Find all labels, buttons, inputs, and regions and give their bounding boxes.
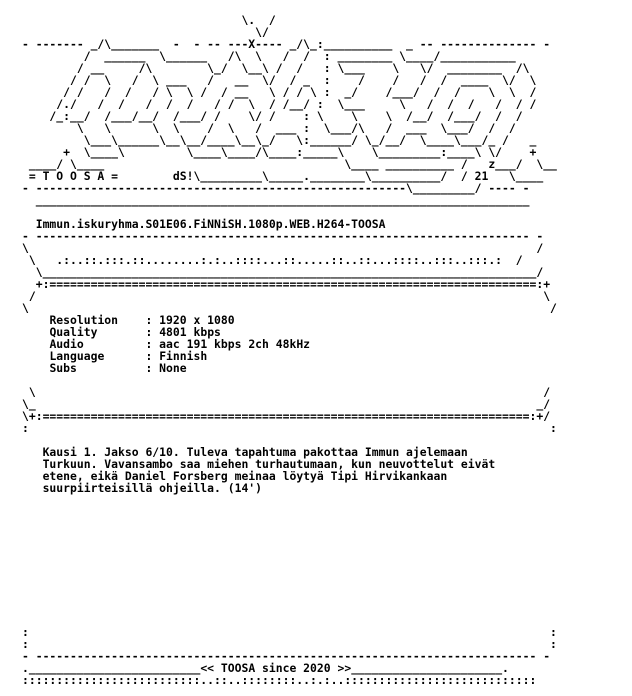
ascii-logo-line: \. / [22, 13, 276, 27]
release-name-text: Immun.iskuryhma.S01E06.FiNNiSH.1080p.WEB.H264-TOOSA [35, 217, 386, 231]
ascii-frame: : : [22, 625, 557, 639]
spec-line: Quality : 4801 kbps [49, 325, 221, 339]
spacer [22, 518, 632, 530]
ascii-logo-line: / ______ \______ /\ \ / / : ________ \____/___________ [22, 49, 516, 63]
ascii-divider: ________________________________________________________________________ [22, 193, 530, 207]
ascii-frame: \________________________________________________________________________/ [22, 265, 544, 279]
ascii-frame: \ / [22, 301, 557, 315]
spacer [22, 590, 632, 602]
ascii-logo-line: /./ / / / / / / / \ / /__/ : \___ \ / / / / / / [22, 97, 537, 111]
spacer [22, 578, 632, 590]
ascii-frame: - ------------------------------------------------------------------------- - [22, 649, 551, 663]
description-line: Turkuun. Vavansambo saa miehen turhautumaan, kun neuvottelut eivät [42, 457, 496, 471]
ascii-logo-line: = T O O S A = dS!\_________\_____.________\__________/ / 21 \____ [22, 169, 544, 183]
ascii-frame: \ / [22, 385, 551, 399]
spec-line: Language : Finnish [49, 349, 208, 363]
footer-text: << TOOSA since 2020 >> [200, 661, 352, 675]
ascii-logo-line: / / \ / \ ___ / __ \/ / _ : / / / / ____ \/ \ [22, 73, 537, 87]
spec-line: Audio : aac 191 kbps 2ch 48kHz [49, 337, 311, 351]
ascii-frame: \+:=======================================================================:+/ [22, 409, 551, 423]
ascii-logo-line: \/ [22, 25, 269, 39]
ascii-frame: \ / [22, 241, 544, 255]
ascii-logo-line: - ------------------------------------------------------\_________/ ---- - [22, 181, 530, 195]
ascii-logo-line: / __ /\ \_/ \__\ / / : \___ \ \/ ________ /\ [22, 61, 530, 75]
ascii-frame: : : [22, 637, 557, 651]
ascii-logo-line: \ \ \ \ / \ / ___ : \___/\ / ___ \___/ / / [22, 121, 516, 135]
spacer [22, 542, 632, 554]
spacer [22, 602, 632, 614]
ascii-logo-line: + \____\ \____\____/\____:_____\ \_________:____\ \/ + [22, 145, 537, 159]
ascii-logo-line: \___\______\__\__/____\__\_/ \:______/ \_/__/ \____\___/_ / _ [22, 133, 537, 147]
ascii-frame: +:=======================================================================:+ [22, 277, 551, 291]
ascii-logo-line: /_:__/ /___/__/ /___/ / \/ / : \ \ \ /__/ /___/ / / [22, 109, 523, 123]
ascii-divider: - ------------------------------------------------------------------------ - [22, 229, 544, 243]
ascii-frame: / \ [22, 289, 551, 303]
spacer [22, 494, 632, 506]
spec-line: Subs : None [49, 361, 187, 375]
spacer [22, 506, 632, 518]
ascii-frame: \_ _/ [22, 397, 551, 411]
description-line: suurpiirteisillä ohjeilla. (14') [42, 481, 263, 495]
ascii-logo-line: - ------- _/\_______ - - -- ---X---- _/\_:__________ _ -- -------------- - [22, 37, 551, 51]
ascii-frame: : : [22, 421, 557, 435]
spacer [22, 530, 632, 542]
ascii-logo-line: ____/ \____ \____ __________ / z___/ \__ [22, 157, 557, 171]
ascii-logo-line: / / / / / \ \ / / __ \ / / \ : _/ /___/ / / \ \ / [22, 85, 537, 99]
ascii-frame: ::::::::::::::::::::::::::..::..::::::::..:.:..:::::::::::::::::::::::::::: [22, 673, 537, 687]
spacer [22, 554, 632, 566]
description-line: etene, eikä Daniel Forsberg meinaa löytyä Tipi Hirvikankaan [42, 469, 448, 483]
spec-line: Resolution : 1920 x 1080 [49, 313, 235, 327]
footer-line: ._________________________<< TOOSA since 2020 >>______________________. [22, 661, 509, 675]
description-line: Kausi 1. Jakso 6/10. Tuleva tapahtuma pakottaa Immun ajelemaan [42, 445, 468, 459]
spacer [22, 566, 632, 578]
ascii-frame: \ .:..::.:::.::........:.:..::::...::.....::..::...::::..:::..:::.: / [22, 253, 523, 267]
